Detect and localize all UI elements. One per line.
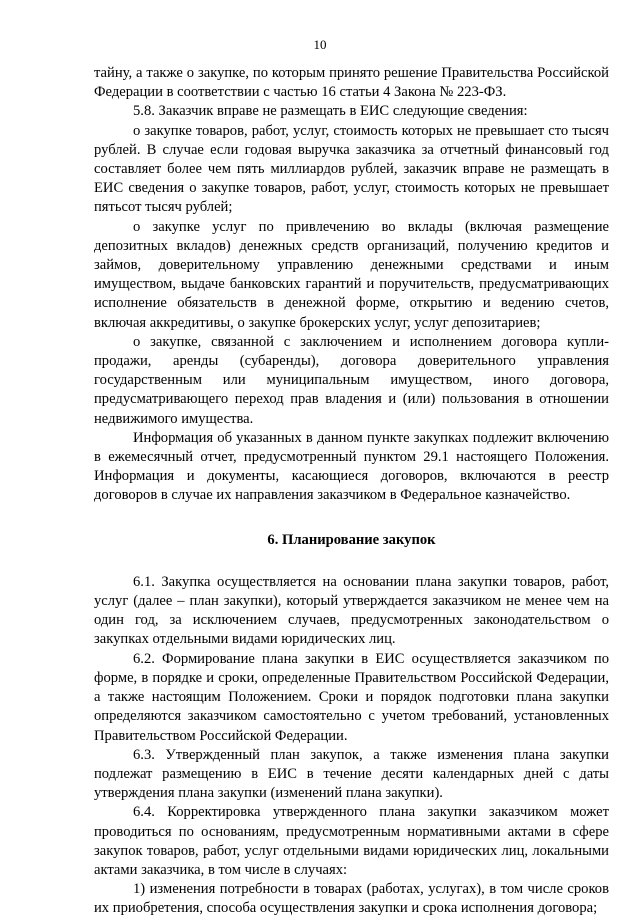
page-content	[94, 64, 609, 919]
paragraph-6-3: 6.3. Утвержденный план закупок, а также изменения плана закупки подлежат размещению в ЕИС в течение десяти календарных дней с даты утверждения плана закупки (изменений плана закупки).	[94, 746, 609, 802]
paragraph-5-8-item-1: о закупке товаров, работ, услуг, стоимость которых не превышает сто тысяч рублей. В случае если годовая выручка заказчика за отчетный финансовый год составляет более чем пять миллиардов рублей, заказчик вправе не размещать в ЕИС сведения о закупке товаров, работ, услуг, стоимость которых не превышает пятьсот тысяч рублей;	[94, 122, 609, 216]
section-heading-6: 6. Планирование закупок	[267, 531, 436, 548]
paragraph-5-8-note: Информация об указанных в данном пункте закупках подлежит включению в ежемесячный отчет, предусмотренный пунктом 29.1 настоящего Положения. Информация и документы, касающиеся договоров, включаются в реестр договоров в случае их направления заказчиком в Федеральное казначейство.	[94, 429, 609, 504]
paragraph-6-4-item-1: 1) изменения потребности в товарах (работах, услугах), в том числе сроков их приобретения, способа осуществления закупки и срока исполнения договора;	[94, 881, 609, 917]
paragraph-5-7-continuation: тайну, а также о закупке, по которым принято решение Правительства Российской Федерации в соответствии с частью 16 статьи 4 Закона № 223-ФЗ.	[94, 65, 609, 101]
paragraph-6-4: 6.4. Корректировка утвержденного плана закупки заказчиком может проводиться по основаниям, предусмотренным нормативными актами в сфере закупок товаров, работ, услуг отдельными видами юридических лиц, локальными актами заказчика, в том числе в случаях:	[94, 804, 609, 878]
paragraph-6-1: 6.1. Закупка осуществляется на основании плана закупки товаров, работ, услуг (далее – план закупки), который утверждается заказчиком не менее чем на один год, за исключением случаев, предусмотренных законодательством о закупках отдельными видами юридических лиц.	[94, 573, 609, 648]
paragraph-5-8: 5.8. Заказчик вправе не размещать в ЕИС следующие сведения:	[133, 103, 528, 120]
paragraph-5-8-item-3: о закупке, связанной с заключением и исполнением договора купли-продажи, аренды (субаренды), договора доверительного управления государственным или муниципальным имуществом, иного договора, предусматривающего переход прав владения и (или) пользования в отношении недвижимого имущества.	[94, 333, 609, 427]
page-number: 10	[313, 37, 327, 52]
paragraph-6-2: 6.2. Формирование плана закупки в ЕИС осуществляется заказчиком по форме, в порядке и сроки, определенные Правительством Российской Федерации, а также настоящим Положением. Сроки и порядок подготовки плана закупки определяются заказчиком самостоятельно с учетом требований, установленных Правительством Российской Федерации.	[94, 650, 609, 744]
paragraph-5-8-item-2: о закупке услуг по привлечению во вклады (включая размещение депозитных вкладов) денежных средств организаций, получению кредитов и займов, доверительному управлению денежными средствами и иным имуществом, выдаче банковских гарантий и поручительств, предусматривающих исполнение обязательств в денежной форме, открытию и ведению счетов, включая аккредитивы, о закупке брокерских услуг, услуг депозитариев;	[94, 218, 609, 331]
